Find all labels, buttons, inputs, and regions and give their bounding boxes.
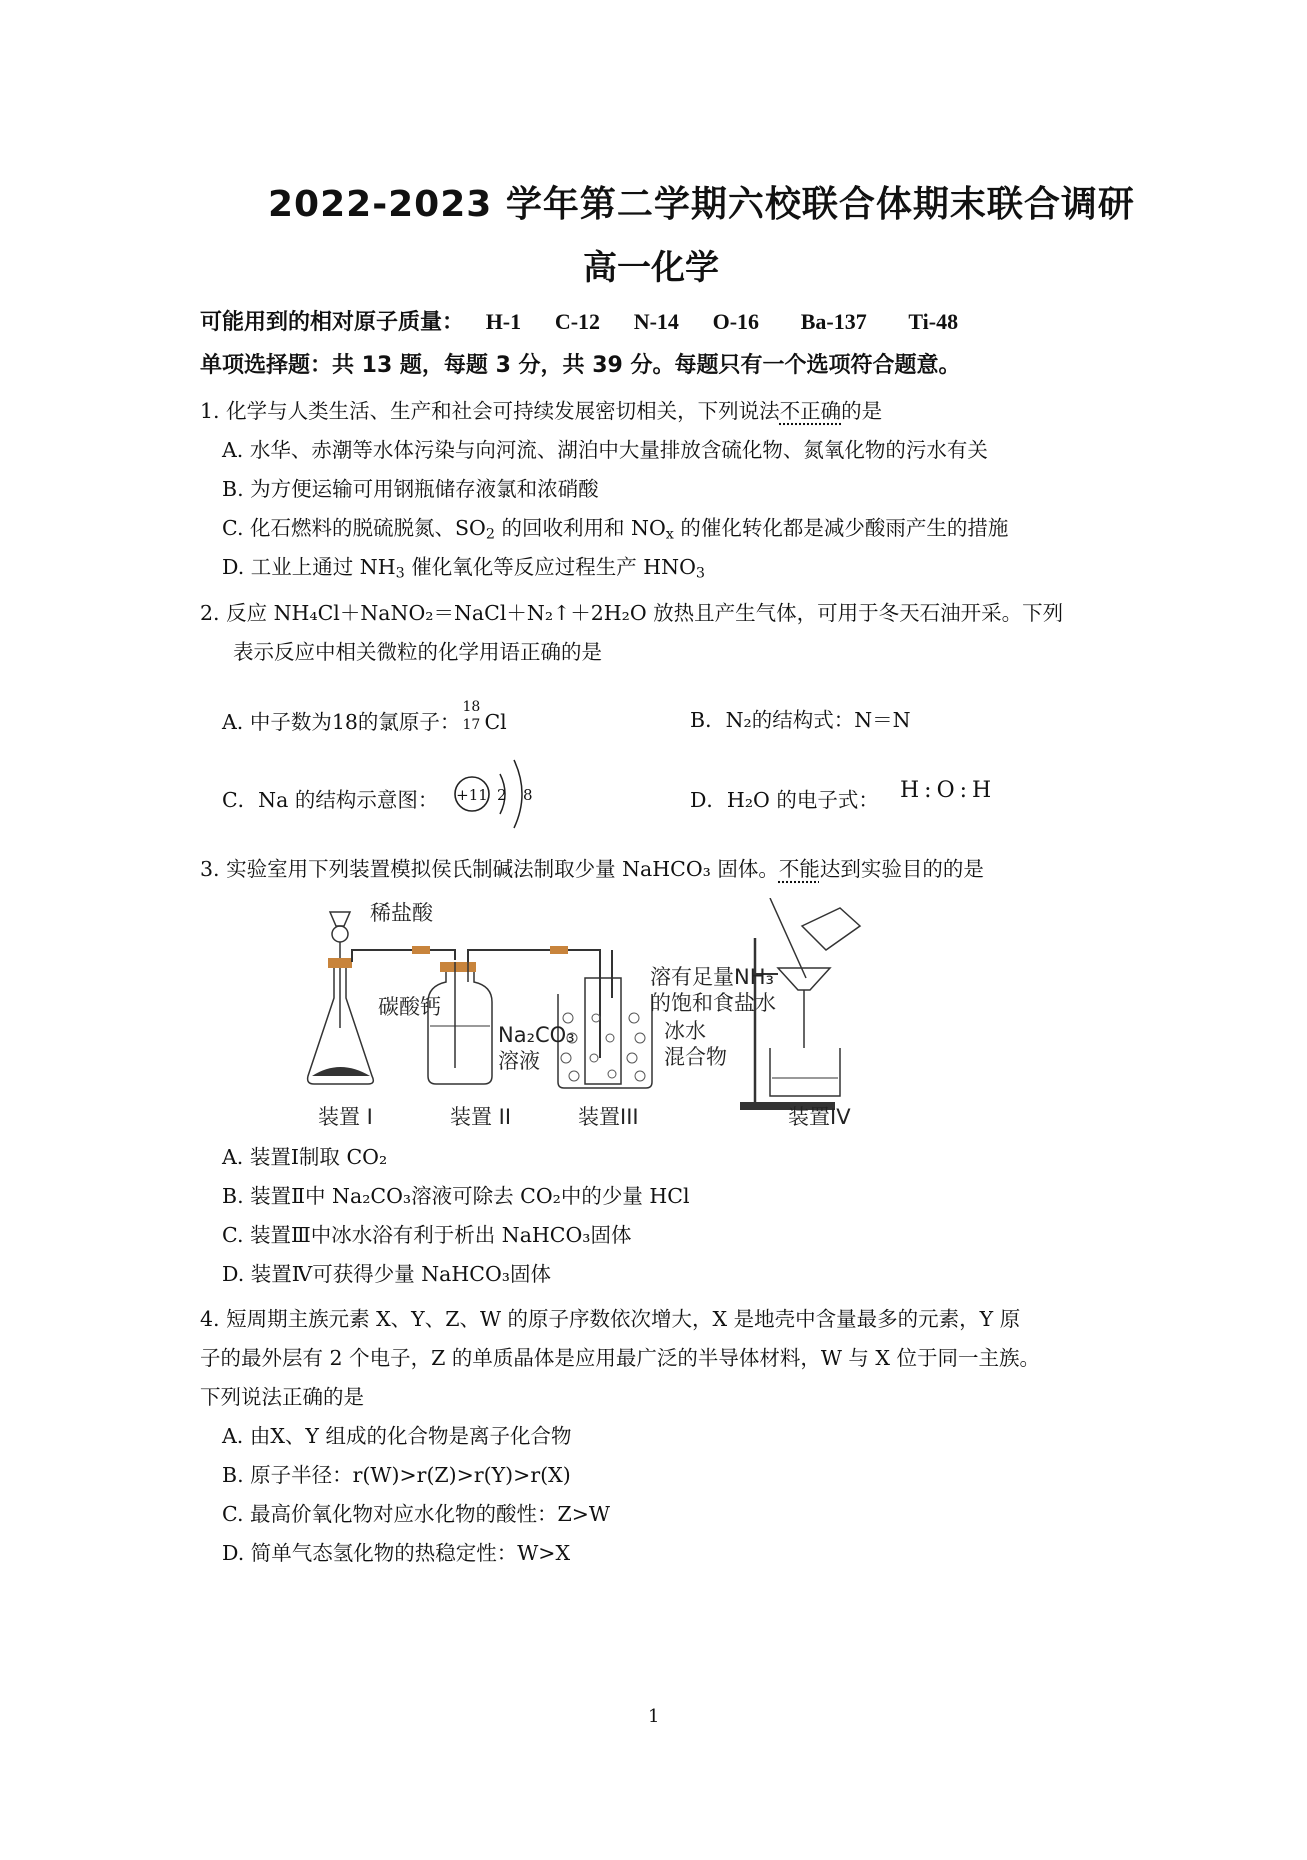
q4-option-a: A. 由X、Y 组成的化合物是离子化合物	[222, 1424, 572, 1448]
water-electron-formula: H:O:H	[900, 778, 997, 803]
q2-option-a	[222, 699, 507, 735]
q1-d-mid: 催化氧化等反应过程生产 HNO	[404, 555, 696, 579]
q2-stem-line2: 表示反应中相关微粒的化学用语正确的是	[233, 640, 602, 664]
q2-stem-line1: 2. 反应 NH₄Cl＋NaNO₂＝NaCl＋N₂↑＋2H₂O 放热且产生气体，可用于冬天石油开采。下列	[200, 601, 1064, 625]
label-device-2: 装置 II	[450, 1105, 512, 1128]
atomic-mass-c: C-12	[554, 309, 601, 334]
q1-option-c: C. 化石燃料的脱硫脱氮、$SO_2$ 的回收利用和 $NO_x$ 的催化转化都是减少酸雨产生的措施	[222, 516, 1009, 543]
q1-stem	[200, 394, 882, 424]
q3-option-b: B. 装置Ⅱ中 Na₂CO₃溶液可除去 CO₂中的少量 HCl	[222, 1184, 690, 1208]
label-nh3-brine-2: 的饱和食盐水	[650, 991, 776, 1015]
q1-d-pre: D. 工业上通过 NH	[222, 555, 396, 579]
sodium-structure-diagram	[452, 752, 542, 832]
label-device-3: 装置III	[578, 1105, 639, 1128]
q2-a-pre: A. 中子数为18的氯原子：	[222, 710, 461, 734]
isotope-mass: 18	[462, 699, 481, 715]
isotope-symbol: Cl	[484, 710, 507, 734]
label-ice-water-2: 混合物	[664, 1045, 727, 1069]
q3-stem	[200, 852, 984, 882]
label-calcium-carbonate: 碳酸钙	[378, 995, 441, 1019]
section-instructions: 单项选择题：共 13 题，每题 3 分，共 39 分。每题只有一个选项符合题意。	[200, 353, 961, 378]
q3-stem-pre: 3. 实验室用下列装置模拟侯氏制碱法制取少量 NaHCO₃ 固体。	[200, 857, 779, 881]
q3-option-c: C. 装置Ⅲ中冰水浴有利于析出 NaHCO₃固体	[222, 1223, 632, 1247]
q4-option-c: C. 最高价氧化物对应水化物的酸性：Z>W	[222, 1502, 610, 1526]
label-ice-water-1: 冰水	[664, 1019, 706, 1043]
atomic-mass-o: O-16	[712, 309, 760, 334]
q4-stem-line2: 子的最外层有 2 个电子，Z 的单质晶体是应用最广泛的半导体材料，W 与 X 位于同一主族。	[200, 1346, 1041, 1370]
q2-option-d: D．H₂O 的电子式：	[690, 788, 879, 812]
label-solution: 溶液	[498, 1049, 540, 1073]
chlorine-isotope	[460, 699, 488, 733]
na-shell2-label: 8	[523, 786, 533, 804]
q1-stem-post: 的是	[841, 399, 883, 423]
q1-option-b: B. 为方便运输可用钢瓶储存液氯和浓硝酸	[222, 477, 599, 501]
atomic-masses-label: 可能用到的相对原子质量：	[200, 310, 465, 335]
atomic-mass-ba: Ba-137	[800, 309, 867, 334]
atomic-mass-n: N-14	[633, 309, 679, 334]
q1-option-a: A. 水华、赤潮等水体污染与向河流、湖泊中大量排放含硫化物、氮氧化物的污水有关	[222, 438, 988, 462]
atomic-masses-line	[200, 305, 958, 336]
page-subtitle: 高一化学	[583, 248, 719, 288]
q2-option-b: B．N₂的结构式：N＝N	[690, 708, 911, 732]
device-1	[308, 912, 374, 1084]
q3-option-d: D. 装置Ⅳ可获得少量 NaHCO₃固体	[222, 1262, 551, 1286]
label-device-1: 装置 I	[318, 1105, 373, 1128]
atomic-mass-ti: Ti-48	[908, 309, 959, 334]
q4-stem-line1: 4. 短周期主族元素 X、Y、Z、W 的原子序数依次增大，X 是地壳中含量最多的元素，Y 原	[200, 1307, 1021, 1331]
q3-option-a: A. 装置Ⅰ制取 CO₂	[222, 1145, 388, 1169]
q1-option-d: D. 工业上通过 $NH_3$ 催化氧化等反应过程生产 $HNO_3$	[222, 555, 706, 582]
page-title: 2022-2023 学年第二学期六校联合体期末联合调研	[268, 184, 1135, 225]
q3-stem-post: 达到实验目的的是	[819, 857, 984, 881]
apparatus-figure	[300, 898, 1000, 1128]
q3-stem-emph: 不能	[778, 857, 820, 881]
q1-stem-pre: 1. 化学与人类生活、生产和社会可持续发展密切相关，下列说法	[200, 399, 780, 423]
q1-stem-emph: 不正确	[779, 399, 842, 423]
q1-c-pre: C. 化石燃料的脱硫脱氮、SO	[222, 516, 486, 540]
q4-option-d: D. 简单气态氢化物的热稳定性：W>X	[222, 1541, 571, 1565]
label-dilute-hcl: 稀盐酸	[370, 901, 433, 925]
q1-c-post: 的催化转化都是减少酸雨产生的措施	[673, 516, 1009, 540]
q2-option-c: C．Na 的结构示意图：	[222, 788, 439, 812]
q4-stem-line3: 下列说法正确的是	[200, 1385, 364, 1409]
device-2	[428, 962, 492, 1084]
isotope-number: 17	[462, 717, 481, 733]
label-na2co3: Na₂CO₃	[498, 1023, 575, 1047]
label-device-4: 装置IV	[788, 1105, 851, 1128]
page-number: 1	[648, 1706, 660, 1727]
na-nucleus-label: +11	[456, 786, 488, 804]
na-shell1-label: 2	[497, 786, 507, 804]
label-nh3-brine-1: 溶有足量NH₃	[650, 965, 774, 989]
q1-c-mid: 的回收利用和 NO	[494, 516, 666, 540]
q4-option-b: B. 原子半径：r(W)>r(Z)>r(Y)>r(X)	[222, 1463, 571, 1487]
atomic-mass-h: H-1	[485, 309, 522, 334]
